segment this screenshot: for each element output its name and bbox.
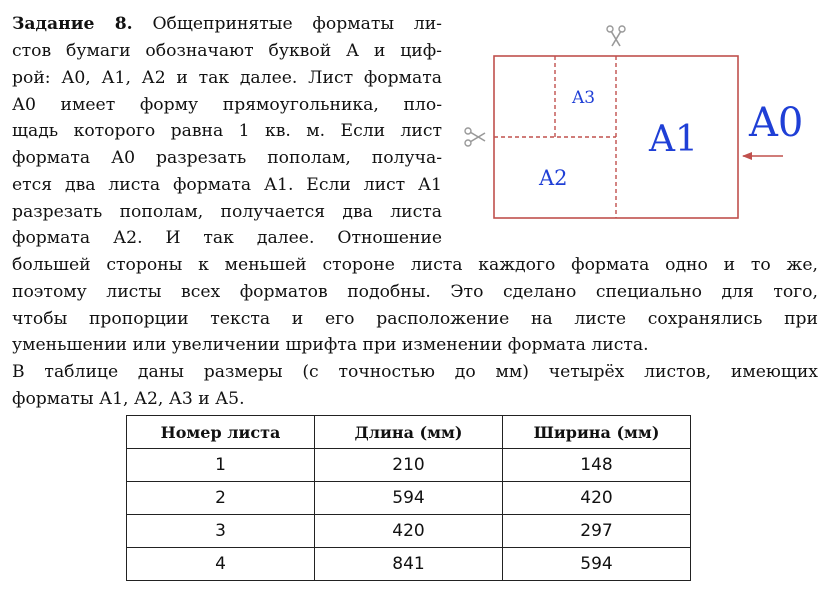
text-line-5: щадь которого равна 1 кв. м. Если лист: [12, 121, 442, 141]
header-sheet-number: Номер листа: [127, 416, 315, 449]
table-header-row: [127, 416, 691, 449]
cell-number: 2: [127, 482, 315, 515]
arrow-left-icon: [742, 152, 783, 160]
cell-length: 420: [315, 515, 503, 548]
task-label: Задание 8.: [12, 14, 133, 34]
header-width: Ширина (мм): [503, 416, 691, 449]
paper-format-diagram: [455, 18, 825, 228]
table-row: [127, 449, 691, 482]
text-line-6: формата А0 разрезать пополам, получа-: [12, 148, 442, 168]
text-line-12: чтобы пропорции текста и его расположение на листе сохранялись при: [12, 309, 818, 329]
text-line-8: разрезать пополам, получается два листа: [12, 202, 442, 222]
label-a1: A1: [649, 119, 698, 160]
scissors-icon: [607, 26, 625, 46]
table-row: [127, 482, 691, 515]
table-row: [127, 515, 691, 548]
label-a3: A3: [572, 88, 596, 108]
cell-length: 594: [315, 482, 503, 515]
cell-number: 1: [127, 449, 315, 482]
text-line-10: большей стороны к меньшей стороне листа каждого формата одно и то же,: [12, 255, 818, 275]
cell-number: 4: [127, 548, 315, 581]
cell-width: 148: [503, 449, 691, 482]
cell-length: 841: [315, 548, 503, 581]
cell-width: 594: [503, 548, 691, 581]
text-line-1: Задание 8. Общепринятые форматы ли-: [12, 14, 442, 34]
label-a0: A0: [749, 100, 804, 146]
text-line-13: уменьшении или увеличении шрифта при изменении формата листа.: [12, 335, 649, 355]
scissors-icon: [465, 128, 485, 146]
text-line-7: ется два листа формата А1. Если лист А1: [12, 175, 442, 195]
text-line-15: форматы А1, А2, А3 и А5.: [12, 389, 245, 409]
text-line-2: стов бумаги обозначают буквой А и циф-: [12, 41, 442, 61]
cell-number: 3: [127, 515, 315, 548]
text-line-9: формата А2. И так далее. Отношение: [12, 228, 442, 248]
text-line-11: поэтому листы всех форматов подобны. Это сделано специально для того,: [12, 282, 818, 302]
label-a2: A2: [539, 166, 568, 190]
text-line-14: В таблице даны размеры (с точностью до мм) четырёх листов, имеющих: [12, 362, 818, 382]
cell-width: 420: [503, 482, 691, 515]
cell-width: 297: [503, 515, 691, 548]
sheet-sizes-table: [126, 415, 691, 581]
text-line-3: рой: А0, А1, А2 и так далее. Лист формата: [12, 68, 442, 88]
text-line-4: А0 имеет форму прямоугольника, пло-: [12, 95, 442, 115]
table-row: [127, 548, 691, 581]
cell-length: 210: [315, 449, 503, 482]
header-length: Длина (мм): [315, 416, 503, 449]
